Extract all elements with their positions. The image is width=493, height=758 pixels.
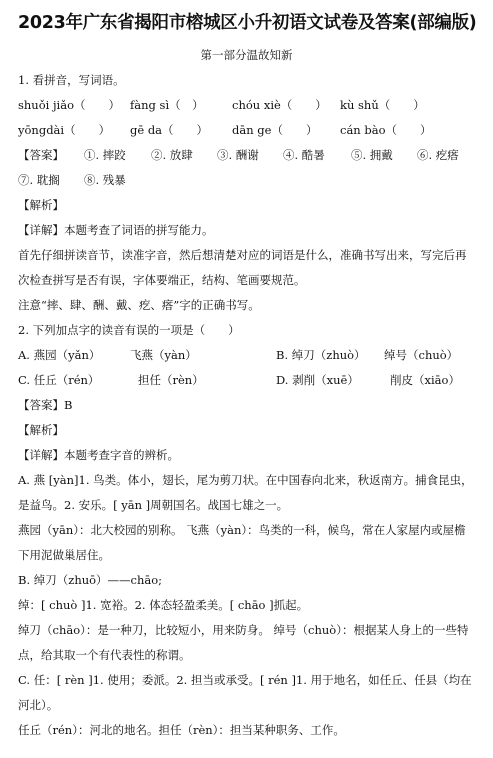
answer-row-2	[18, 168, 475, 193]
explanation-c-1: C. 任：[ rèn ]1. 使用；委派。2. 担当或承受。[ rén ]1. 用于地名，如任丘、任县（均在河北）。	[18, 673, 472, 712]
answer-item: ①. 摔跤	[84, 148, 126, 162]
detail-heading: 【详解】本题考查字音的辨析。	[18, 448, 179, 462]
pinyin-item: gē da（ ）	[130, 123, 209, 137]
answer-item: ②. 放肆	[151, 148, 193, 162]
explanation-b-1: 绰：[ chuò ]1. 宽裕。2. 体态轻盈柔美。[ chāo ]抓起。	[18, 598, 309, 612]
answer-item: ⑧. 残暴	[84, 173, 126, 187]
explanation-c-2: 任丘（rén）：河北的地名。担任（rèn）：担当某种职务、工作。	[18, 723, 345, 737]
pinyin-item: cán bào（ ）	[340, 123, 432, 137]
option-a-1: A. 燕园（yǎn）	[18, 348, 101, 362]
explanation-a: A. 燕 [yàn]1. 鸟类。体小，翅长，尾为剪刀状。在中国春向北来，秋返南方。捕食昆虫，是益鸟。2. 安乐。[ yān ]周朝国名。战国七雄之一。	[18, 473, 473, 512]
pinyin-item: dān ge（ ）	[232, 123, 318, 137]
option-b-2: 绰号（chuò）	[384, 348, 459, 362]
answer-label: 【答案】	[18, 148, 64, 162]
explanation-paragraph: 首先仔细拼读音节，读准字音，然后想清楚对应的词语是什么，准确书写出来，写完后再次检查拼写是否有误，字体要端正，结构、笔画要规范。	[18, 248, 467, 287]
pinyin-item: fàng sì（ ）	[130, 98, 204, 112]
answer-item: ③. 酬谢	[217, 148, 259, 162]
pinyin-row-2	[18, 118, 475, 143]
answer-item: ⑦. 耽搁	[18, 173, 60, 187]
analysis-label: 【解析】	[18, 423, 64, 437]
detail-heading: 【详解】本题考查了词语的拼写能力。	[18, 223, 214, 237]
option-c-1: C. 任丘（rén）	[18, 373, 100, 387]
option-a-2: 飞燕（yàn）	[130, 348, 197, 362]
option-d-1: D. 剥削（xuē）	[276, 373, 359, 387]
explanation-a-words: 燕园（yān）：北大校园的别称。 飞燕（yàn）：鸟类的一科，候鸟，常在人家屋内或屋檐下用泥做巢居住。	[18, 523, 466, 562]
answer-item: ⑥. 疙瘩	[417, 148, 459, 162]
options-row-ab	[18, 343, 475, 368]
option-c-2: 担任（rèn）	[138, 373, 204, 387]
analysis-label: 【解析】	[18, 198, 64, 212]
pinyin-item: shuǒi jiǎo（ ）	[18, 98, 120, 112]
answer-row-1	[18, 143, 475, 168]
explanation-b-2: 绰刀（chāo）：是一种刀，比较短小，用来防身。 绰号（chuò）：根据某人身上的一些特点，给其取一个有代表性的称谓。	[18, 623, 469, 662]
option-d-2: 削皮（xiāo）	[390, 373, 460, 387]
option-b-1: B. 绰刀（zhuò）	[276, 348, 366, 362]
section-title: 第一部分温故知新	[200, 48, 293, 62]
pinyin-row-1	[18, 93, 475, 118]
pinyin-item: yōngdài（ ）	[18, 123, 111, 137]
pinyin-item: kù shǔ（ ）	[340, 98, 425, 112]
pinyin-item: chóu xiè（ ）	[232, 98, 327, 112]
answer-item: ⑤. 拥戴	[351, 148, 393, 162]
document-title: 2023年广东省揭阳市榕城区小升初语文试卷及答案(部编版)	[18, 13, 477, 33]
options-row-cd	[18, 368, 475, 393]
question-1-stem: 1. 看拼音，写词语。	[18, 73, 125, 87]
explanation-note: 注意“摔、肆、酬、戴、疙、瘩”字的正确书写。	[18, 298, 260, 312]
answer-line: 【答案】B	[18, 398, 73, 412]
question-2-stem: 2. 下列加点字的读音有误的一项是（ ）	[18, 323, 240, 337]
answer-item: ④. 酷暑	[283, 148, 325, 162]
explanation-b-head: B. 绰刀（zhuō）——chāo;	[18, 573, 163, 587]
